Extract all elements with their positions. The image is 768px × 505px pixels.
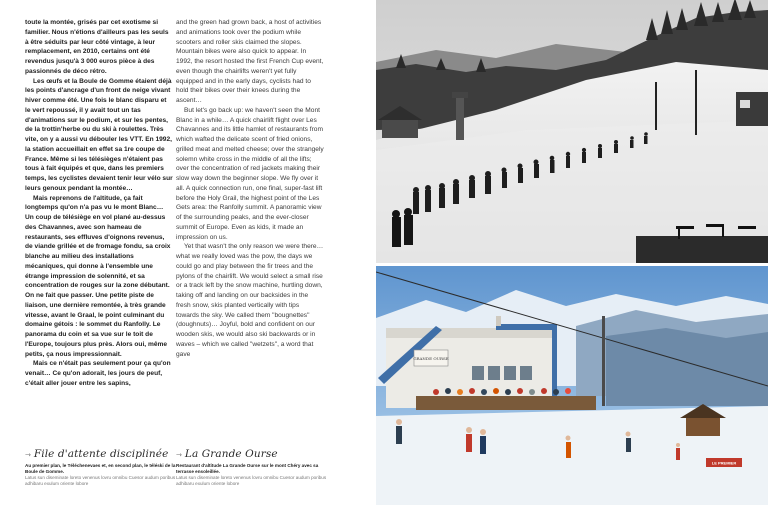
caption-text-en: Latus sun diseminate loreto venenus lovru omnibu Cuesor audum poribus adhibaru exulum oriente lobore [176, 475, 327, 486]
arrow-icon: ⇾ [25, 452, 31, 459]
fr-paragraph: toute la montée, grisés par cet exotisme si familier. Nous n'étions d'ailleurs pas les seuls à être séduits par leur côté vintage, à leur remplacement, en 2010, certains ont été revendus jusqu'à 3 000 euros pièce à des passionnés de déco rétro. [25, 19, 169, 75]
en-paragraph: and the green had grown back, a host of activities and animations took over the podium while scooters and roller skis claimed the slopes. Mountain bikes were also quick to appear. In 1992, the resort hosted the first French Cup event, even though the chairlifts weren't yet fully equipped and in the early days, cyclists had to hold their bikes over their knees during the ascent… [176, 19, 324, 104]
grande-ourse-illustration [376, 266, 768, 505]
caption-text-fr: Restaurant d'altitude La Grande Ourse sur le mont Chéry avec sa terrasse ensoleillée. [176, 463, 319, 474]
english-text-column [176, 18, 324, 359]
en-paragraph: Yet that wasn't the only reason we were there… what we really loved was the pow, the days we could go and play between the fir trees and the pylons of the chairlift. We would select a small rise or a track left by the snow machine, hurtling down, taking off and landing on our backsides in the fresh snow, skis planted vertically with tips towards the sky. We called them "bougnettes" (doughnuts)… Joyful, bold and confident on our wooden skis, we would also ski backwards or in waves – which we called "wetzets", a word that gave [176, 243, 324, 358]
restaurant-sign-text: GRANDE OURSE [413, 356, 449, 361]
french-text-column [25, 18, 173, 389]
photo-ski-queue [376, 0, 768, 263]
caption-title: La Grande Ourse [184, 448, 278, 460]
banner-text: LE PREMIER [711, 460, 737, 466]
caption-grande-ourse [176, 448, 336, 487]
caption-queue [25, 448, 185, 487]
caption-text-fr: Au premier plan, le Téléchenevaes et, en second plan, le téléski de la Boule de Gomme. [25, 463, 176, 474]
fr-paragraph: Mais ce n'était pas seulement pour ça qu'on venait… Ce qu'on adorait, les jours de peuf, c'était aller jouer entre les sapins, [25, 360, 171, 387]
caption-title: File d'attente disciplinée [33, 448, 169, 460]
caption-heading [25, 448, 185, 460]
fr-paragraph: Mais reprenons de l'altitude, ça fait longtemps qu'on n'a pas vu le mont Blanc… Un coup de télésiège en vol plané au-dessus des Chavannes, avec son hameau de restaurants, ses effluves d'oignons revenus, de viande grillée et de fromage fondu, sa croix blanche au milieu des installations mécaniques, qui donne à l'ensemble une étrange impression de solennité, et sa concentration de rouges sur la zone débutant. On ne fait que passer. Une petite piste de liaison, une dernière remontée, à très grande vitesse, avant le Graal, le point culminant du domaine gétois : le sommet du Ranfolly. Le panorama du coin et sa vue sur le toit de l'Europe, toujours plus près. Alors oui, même petits, ça nous impressionnait. [25, 194, 171, 358]
caption-heading [176, 448, 336, 460]
ski-queue-illustration [376, 0, 768, 263]
fr-paragraph: Les œufs et la Boule de Gomme étaient déjà les points d'ancrage d'un front de neige vivant hiver comme été. Une fois le blanc disparu et le vert repoussé, il y avait tout un tas d'animations sur le podium, et sur les pentes, de la trottin'herbe ou du ski à roulettes. Très vite, on y a aussi vu débouler les VTT. En 1992, la station accueillait en effet sa 1re coupe de France. Même si les télésièges n'étaient pas tous à fait équipés et que, dans les premiers temps, les cyclistes devaient tenir leur vélo sur leurs genoux pendant la montée… [25, 77, 173, 192]
arrow-icon: ⇾ [176, 452, 182, 459]
caption-text-en: Latus sun diseminate loreto venenus lovru omnibu Cuesor audum poribus adhibaru exulum oriente lobore [25, 475, 176, 486]
photo-grande-ourse [376, 266, 768, 505]
en-paragraph: But let's go back up: we haven't seen the Mont Blanc in a while… A quick chairlift flight over Les Chavannes and its little hamlet of restaurants from which wafted the delicate scent of fried onions, grilled meat and melted cheese; over the strangely solemn white cross in the middle of all the lifts; over the concentration of red jackets making their slow way down the beginner slope. We fly over it all. A quick connection run, one final, super-fast lift before the Holy Grail, the highest point of the Les Gets area: the Ranfolly summit. A panoramic view of the surrounding peaks, and the ever-closer summit of Europe. Even as kids, it made an impression on us. [176, 106, 324, 241]
